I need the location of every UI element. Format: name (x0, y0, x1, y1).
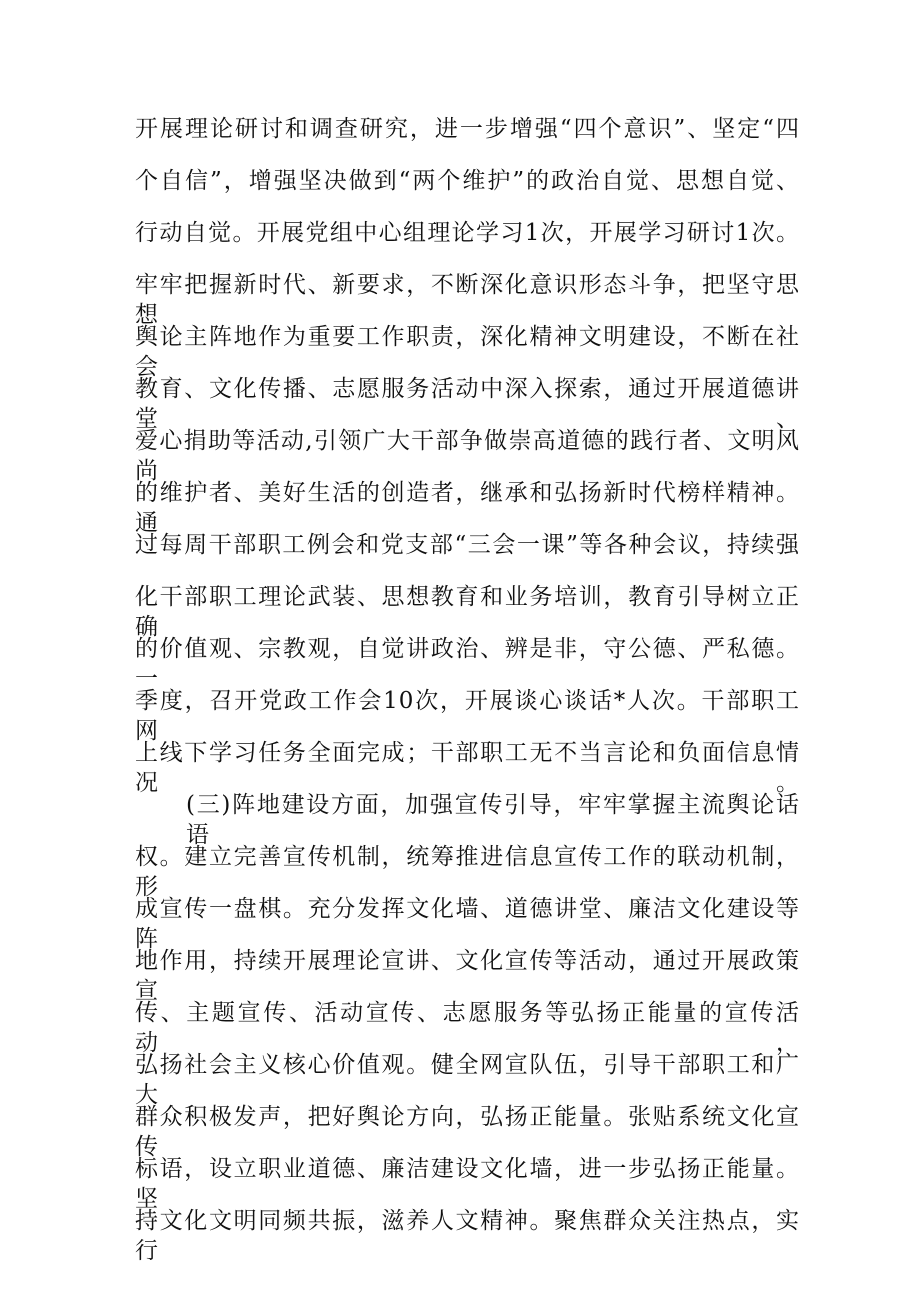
text-line: 群众积极发声，把好舆论方向，弘扬正能量。张贴系统文化宣传 (135, 1104, 800, 1160)
text-line: 成宣传一盘棋。充分发挥文化墙、道德讲堂、廉洁文化建设等阵 (135, 896, 800, 952)
text-line: 开展理论研讨和调查研究，进一步增强“四个意识”、坚定“四 (135, 116, 800, 142)
text-line: 爱心捐助等活动,引领广大干部争做崇高道德的践行者、文明风尚 (135, 428, 800, 484)
text-line: 权。建立完善宣传机制，统筹推进信息宣传工作的联动机制，形 (135, 844, 800, 900)
text-line: 牢牢把握新时代、新要求，不断深化意识形态斗争，把坚守思想 (135, 272, 800, 328)
text-line: 传、主题宣传、活动宣传、志愿服务等弘扬正能量的宣传活动， (135, 1000, 800, 1056)
text-line: 地作用，持续开展理论宣讲、文化宣传等活动，通过开展政策宣 (135, 948, 800, 1004)
text-line: 教育、文化传播、志愿服务活动中深入探索，通过开展道德讲堂、 (135, 376, 800, 432)
text-line: 上线下学习任务全面完成；干部职工无不当言论和负面信息情况。 (135, 740, 800, 796)
text-line: 过每周干部职工例会和党支部“三会一课”等各种会议，持续强 (135, 532, 800, 558)
text-line: 个自信”，增强坚决做到“两个维护”的政治自觉、思想自觉、 (135, 168, 800, 194)
text-line: 的价值观、宗教观，自觉讲政治、辨是非，守公德、严私德。一 (135, 636, 800, 692)
text-line: 的维护者、美好生活的创造者，继承和弘扬新时代榜样精神。通 (135, 480, 800, 536)
text-line: 舆论主阵地作为重要工作职责，深化精神文明建设，不断在社会 (135, 324, 800, 380)
text-line: 持文化文明同频共振，滋养人文精神。聚焦群众关注热点，实行 (135, 1208, 800, 1264)
text-line: 标语，设立职业道德、廉洁建设文化墙，进一步弘扬正能量。坚 (135, 1156, 800, 1212)
text-line: 弘扬社会主义核心价值观。健全网宣队伍，引导干部职工和广大 (135, 1052, 800, 1108)
text-line: 化干部职工理论武装、思想教育和业务培训，教育引导树立正确 (135, 584, 800, 640)
text-line: 行动自觉。开展党组中心组理论学习1次，开展学习研讨1次。 (135, 220, 800, 246)
text-line: 季度，召开党政工作会10次，开展谈心谈话*人次。干部职工网 (135, 688, 800, 744)
section-heading-line: (三)阵地建设方面，加强宣传引导，牢牢掌握主流舆论话语 (186, 792, 800, 848)
